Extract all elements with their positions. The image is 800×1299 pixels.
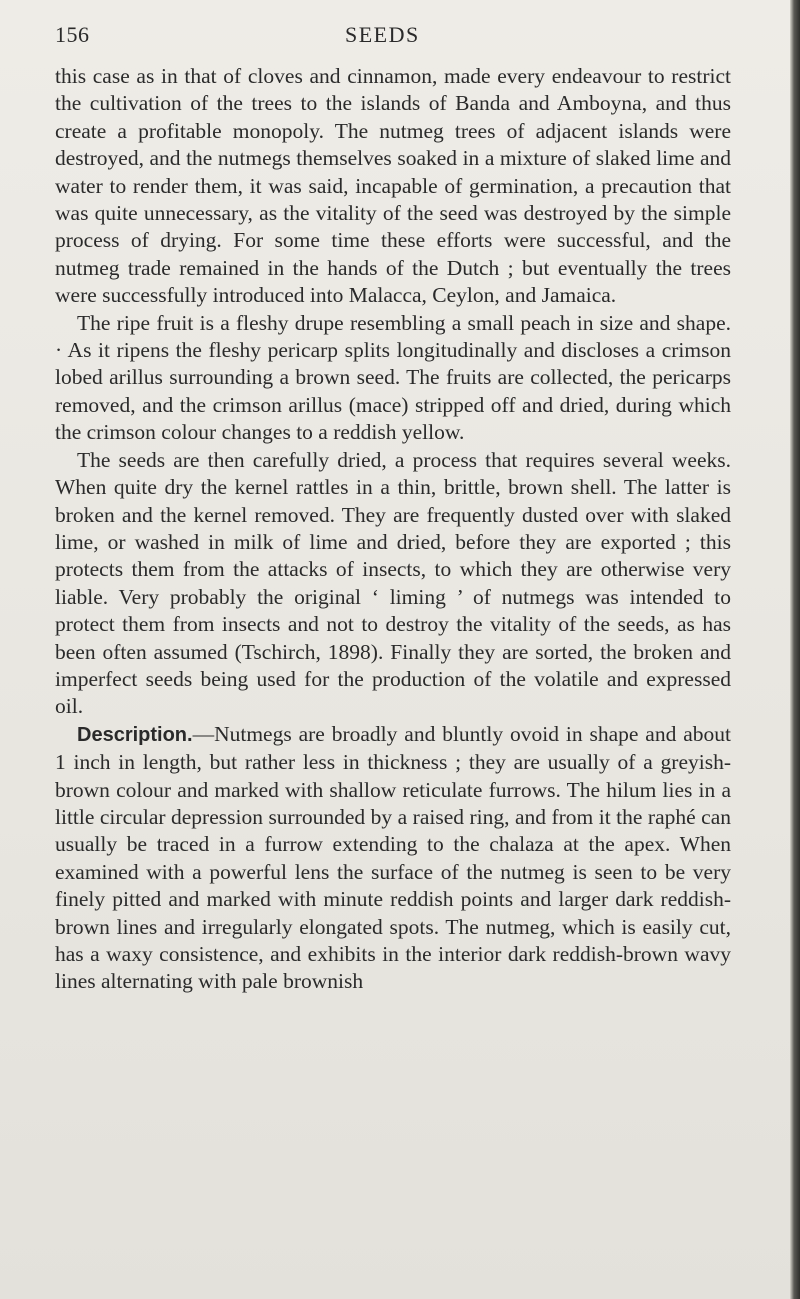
paragraph-description bbox=[55, 721, 731, 996]
page-heading: SEEDS bbox=[345, 22, 420, 47]
description-text: —Nutmegs are broadly and bluntly ovoid in shape and about 1 inch in length, but rather less in thickness ; they are usually of a greyish-brown colour and marked with shallow reticulate furrows. The hilum lies in a little circular depression surrounded by a raised ring, and from it the raphé can usually be traced in a furrow extending to the chalaza at the apex. When examined with a powerful lens the surface of the nutmeg is seen to be very finely pitted and marked with minute reddish points and larger dark reddish-brown lines and irregularly elongated spots. The nutmeg, which is easily cut, has a waxy consistence, and exhibits in the interior dark reddish-brown wavy lines alternating with pale brownish bbox=[55, 721, 731, 994]
paragraph-ripe-fruit: The ripe fruit is a fleshy drupe resembling a small peach in size and shape. · As it ripens the fleshy pericarp splits longitudinally and discloses a crimson lobed arillus surrounding a brown seed. The fruits are collected, the pericarps removed, and the crimson arillus (mace) stripped off and dried, during which the crimson colour changes to a reddish yellow. bbox=[55, 310, 731, 445]
description-heading: Description. bbox=[77, 723, 193, 746]
paragraph-drying-seeds: The seeds are then carefully dried, a process that requires several weeks. When quite dry the kernel rattles in a thin, brittle, brown shell. The latter is broken and the kernel removed. They are frequently dusted over with slaked lime, or washed in milk of lime and dried, before they are exported ; this protects them from the attacks of insects, to which they are otherwise very liable. Very probably the original ‘ liming ’ of nutmegs was intended to protect them from insects and not to destroy the vitality of the seeds, as has been often assumed (Tschirch, 1898). Finally they are sorted, the broken and imperfect seeds being used for the production of the volatile and expressed oil. bbox=[55, 447, 731, 719]
page-edge-shadow bbox=[790, 0, 800, 1299]
page-number: 156 bbox=[55, 22, 90, 47]
body-text bbox=[55, 63, 731, 996]
paragraph-dutch-monopoly: this case as in that of cloves and cinnamon, made every endeavour to restrict the cultivation of the trees to the islands of Banda and Amboyna, and thus create a profitable monopoly. The nutmeg trees of adjacent islands were destroyed, and the nutmegs themselves soaked in a mixture of slaked lime and water to render them, it was said, incapable of germination, a precaution that was quite unnecessary, as the vitality of the seed was destroyed by the simple process of drying. For some time these efforts were successful, and the nutmeg trade remained in the hands of the Dutch ; but eventually the trees were successfully introduced into Malacca, Ceylon, and Jamaica. bbox=[55, 64, 731, 308]
running-head bbox=[55, 22, 715, 56]
